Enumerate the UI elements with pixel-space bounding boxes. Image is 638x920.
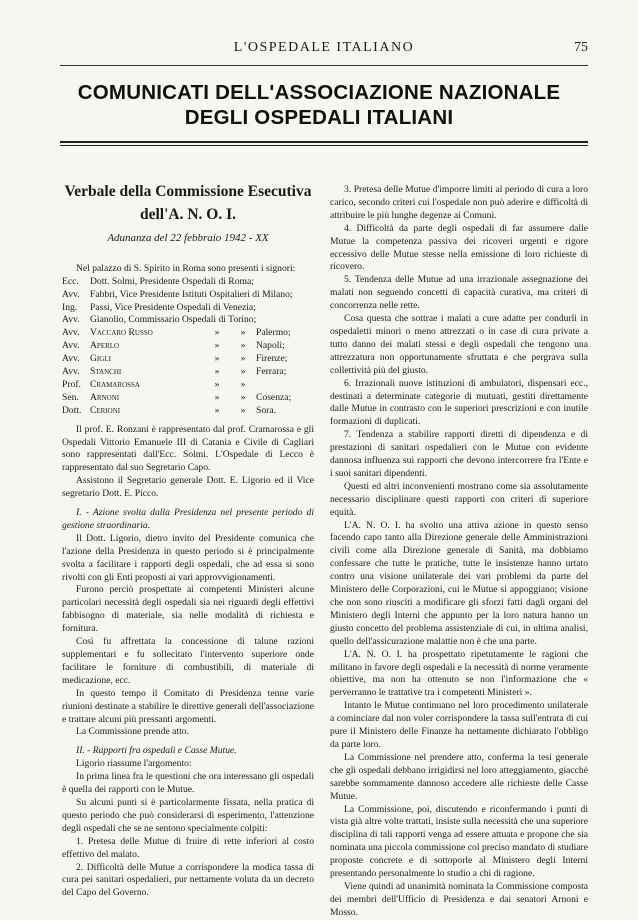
ditto-mark: » <box>214 378 220 390</box>
roster-title: Sen. <box>62 391 79 403</box>
paragraph: Su alcuni punti si è particolarmente fissata, nella pratica di questo periodo che può considerarsi di esperimento, l'attenzione degli ospedali che se ne sentono specialmente colpiti: <box>62 796 314 834</box>
paragraph: Così fu affrettata la concessione di talune razioni supplementari e fu sollecitato l'intervento superiore onde facilitare le forniture di combustibili, di materiale di medicazione, ecc. <box>62 636 314 686</box>
section-title <box>62 180 314 226</box>
roster-title: Avv. <box>62 353 80 365</box>
roster-title: Avv. <box>62 288 80 300</box>
ditto-mark: » <box>240 391 246 403</box>
paragraph: La Commissione nel prendere atto, conferma la tesi generale che gli ospedali debbano irrigidirsi nel loro atteggiamento, giacchè sarebbe sommamente dannoso accedere alle richieste delle Casse Mutue. <box>330 751 588 802</box>
section-title-line-2: dell'A. N. O. I. <box>139 206 237 223</box>
roster-name: Cerioni <box>90 404 121 416</box>
paragraph: Questi ed altri inconvenienti mostrano come sia assolutamente necessario disciplinare questi rapporti con criteri di superiore equità. <box>330 480 588 518</box>
paragraph: 4. Difficoltà da parte degli ospedali di far assumere dalle Mutue la competenza passiva dei ricoveri urgenti e rigore eccessivo delle Mutue stesse nella emissione di loro richieste di ricovero. <box>330 222 588 273</box>
paragraph: Il prof. E. Ronzani è rappresentato dal prof. Cramarossa e gli Ospedali Vittorio Emanuele III di Catania e Civile di Cagliari sono rappresentati dall'Ecc. Solmi. L'Ospedale di Lecco è rappresentato dal suo Segretario Capo. <box>62 423 314 474</box>
subsection-heading: I. - Azione svolta dalla Presidenza nel presente periodo di gestione straordinaria. <box>62 507 314 531</box>
paragraph: Viene quindi ad unanimità nominata la Commissione composta dei membri dell'Ufficio di Presidenza e dai senatori Arnoni e Mosso. <box>330 880 588 918</box>
roster-row <box>62 379 314 392</box>
paragraph: In prima linea fra le questioni che ora interessano gli ospedali è quella dei rapporti con le Mutue. <box>62 771 314 796</box>
attendee-roster <box>62 263 314 418</box>
paragraph: 3. Pretesa delle Mutue d'imporre limiti al periodo di cura a loro carico, secondo criteri cui l'ospedale non può aderire e difficoltà di attribuire le più lunghe degenze ai Comuni. <box>330 184 588 221</box>
roster-title: Ing. <box>62 301 78 313</box>
ditto-mark: » <box>214 353 220 365</box>
roster-name: Passi, Vice Presidente Ospedali di Venezia; <box>90 301 256 313</box>
roster-row <box>62 353 314 366</box>
title-rule-thin <box>60 145 588 146</box>
ditto-mark: » <box>214 404 220 416</box>
paragraph: 6. Irrazionali nuove istituzioni di ambulatori, dispensari ecc., destinati a determinate categorie di mutuati, gestiti direttamente dalle Mutue in contrasto con le superiori prescrizioni e con inutile formazioni di duplicati. <box>330 377 588 428</box>
paragraph: L'A. N. O. I. ha svolto una attiva azione in questo senso facendo capo tanto alla Direzione generale delle Amministrazioni civili come alla Direzione generale di Sanità, ma dobbiamo confessare che tutte le pratiche, tutte le insistenze hanno urtato contro una visione unilaterale dei vari problemi da parte del Ministero delle Corporazioni, cui le Mutue si appoggiano; visione che non sono riusciti a modificare gli sforzi fatti dagli organi del Ministero degli Interni che appunto per la loro natura hanno un giusto concetto del problema assistenziale di cui, in ultima analisi, quello dell'assicurazione malattie non è che una parte. <box>330 519 588 647</box>
roster-row <box>62 302 314 315</box>
meeting-date: Adunanza del 22 febbraio 1942 - XX <box>107 232 269 244</box>
subsection-heading: II. - Rapporti fra ospedali e Casse Mutue. <box>76 745 237 757</box>
ditto-mark: » <box>240 353 246 365</box>
roster-row <box>62 366 314 379</box>
paragraph: Assistono il Segretario generale Dott. E. Ligorio ed il Vice segretario Dott. E. Picco. <box>62 475 314 500</box>
right-column <box>330 184 588 920</box>
ditto-mark: » <box>214 391 220 403</box>
paragraph: 1. Pretesa delle Mutue di fruire di rette inferiori al costo effettivo del malato. <box>62 835 314 860</box>
paragraph: Intanto le Mutue continuano nel loro procedimento unilaterale a cominciare dal non voler corrispondere la tassa sull'entrata di cui pure il Ministero delle Finanze ha nettamente dichiarato l'obbligo da parte loro. <box>330 700 588 750</box>
title-rule <box>60 141 588 143</box>
paragraph: Il Dott. Ligorio, dietro invito del Presidente comunica che l'azione della Presidenza in questo periodo si è principalmente svolta a facilitare i rapporti degli ospedali, che ad essa si sono rivolti con gli Enti proposti ai vari approvvigionamenti. <box>62 532 314 583</box>
ditto-mark: » <box>240 327 246 339</box>
paragraph: 5. Tendenza delle Mutue ad una irrazionale assegnazione dei malati non seguendo concetti di capacità curativa, ma criteri di concorrenza nelle rette. <box>330 274 588 312</box>
ditto-mark: » <box>240 366 246 378</box>
roster-location: Palermo; <box>256 327 291 339</box>
section-title-line-1: Verbale della Commissione Esecutiva <box>64 183 312 200</box>
roster-location: Napoli; <box>256 340 285 352</box>
ditto-mark: » <box>214 327 220 339</box>
roster-row <box>62 405 314 418</box>
header-rule <box>60 65 588 66</box>
roster-name: Fabbri, Vice Presidente Istituti Ospitalieri di Milano; <box>90 288 293 300</box>
main-title-line-2: DEGLI OSPEDALI ITALIANI <box>184 106 454 129</box>
roster-row <box>62 327 314 340</box>
paragraph: Cosa questa che sottrae i malati a cure adatte per condurli in ospedaletti minori o meno attrezzati o in case di cura private a tutto danno dei malati stessi e degli ospedali che tengono una attrezzatura non opportunamente sfruttata e che pergrava sulla collettività più del giusto. <box>330 313 588 376</box>
roster-title: Avv. <box>62 340 80 352</box>
roster-title: Ecc. <box>62 275 79 287</box>
roster-title: Dott. <box>62 404 82 416</box>
roster-row <box>62 289 314 302</box>
paragraph: L'A. N. O. I. ha prospettato ripetutamente le ragioni che militano in favore degli ospedali e la necessità di norme veramente obiettive, ma non ha ottenuto se non l'informazione che « perverranno le trattative tra i competenti Ministeri ». <box>330 648 588 699</box>
roster-location <box>256 379 314 392</box>
roster-row <box>62 314 314 327</box>
main-title-line-1: COMUNICATI DELL'ASSOCIAZIONE NAZIONALE <box>77 81 561 104</box>
ditto-mark: » <box>240 378 246 390</box>
main-title <box>40 80 598 130</box>
ditto-mark: » <box>240 404 246 416</box>
roster-location: Firenze; <box>256 353 288 365</box>
roster-title: Avv. <box>62 314 80 326</box>
roster-row <box>62 276 314 289</box>
roster-row <box>62 340 314 353</box>
ditto-mark: » <box>214 366 220 378</box>
running-head <box>60 40 588 58</box>
paragraph: La Commissione prende atto. <box>76 726 189 738</box>
roster-title: Prof. <box>62 378 81 390</box>
left-column <box>62 180 314 900</box>
paragraph: Furono perciò prospettate ai competenti Ministeri alcune particolari necessità degli ospedali sia nei riguardi degli effettivi fabbisogno di materiale, sia nelle modalità di richiesta e fornitura. <box>62 584 314 635</box>
roster-name: Dott. Solmi, Presidente Ospedali di Roma; <box>90 275 254 287</box>
roster-intro: Nel palazzo di S. Spirito in Roma sono presenti i signori: <box>76 262 296 274</box>
roster-name: Gianolio, Commissario Ospedali di Torino; <box>90 314 257 326</box>
roster-name: Vaccaro Russo <box>90 327 153 339</box>
roster-name: Gigli <box>90 353 111 365</box>
running-title: L'OSPEDALE ITALIANO <box>233 40 415 55</box>
paragraph: 2. Difficoltà delle Mutue a corrispondere la modica tassa di cura pei sanitari ospedalieri, pur nettamente voluta da un decreto del Capo del Governo. <box>62 861 314 899</box>
roster-name: Cramarossa <box>90 378 140 390</box>
page-number: 75 <box>574 40 588 55</box>
roster-location: Cosenza; <box>256 391 292 403</box>
roster-title: Avv. <box>62 366 80 378</box>
roster-row <box>62 392 314 405</box>
paragraph: La Commissione, poi, discutendo e riconfermando i punti di vista già altre volte trattati, insiste sulla necessità che una superiore disciplina di tali rapporti venga ad essere attuata e propone che sia nominata una piccola commissione col preciso mandato di studiare proposte concrete e di sottoporle al Ministero degli Interni presentando personalmente lo studio a chi di ragione. <box>330 803 588 880</box>
ditto-mark: » <box>214 340 220 352</box>
roster-name: Arnoni <box>90 391 120 403</box>
roster-name: Stanchi <box>90 366 122 378</box>
roster-location: Ferrara; <box>256 366 287 378</box>
paragraph: 7. Tendenza a stabilire rapporti diretti di dipendenza e di prestazioni di sanitari ospedalieri con le Mutue con evidente dannosa influenza sui rapporti che devono intercorrere fra l'Ente e i suoi sanitari dipendenti. <box>330 429 588 479</box>
paragraph: Ligorio riassume l'argomento: <box>76 758 192 770</box>
ditto-mark: » <box>240 340 246 352</box>
roster-name: Aperlo <box>90 340 120 352</box>
roster-location: Sora. <box>256 404 276 416</box>
roster-title: Avv. <box>62 327 80 339</box>
paragraph: In questo tempo il Comitato di Presidenza tenne varie riunioni destinate a stabilire le direttive generali dell'associazione e trattare alcuni più pressanti argomenti. <box>62 687 314 725</box>
